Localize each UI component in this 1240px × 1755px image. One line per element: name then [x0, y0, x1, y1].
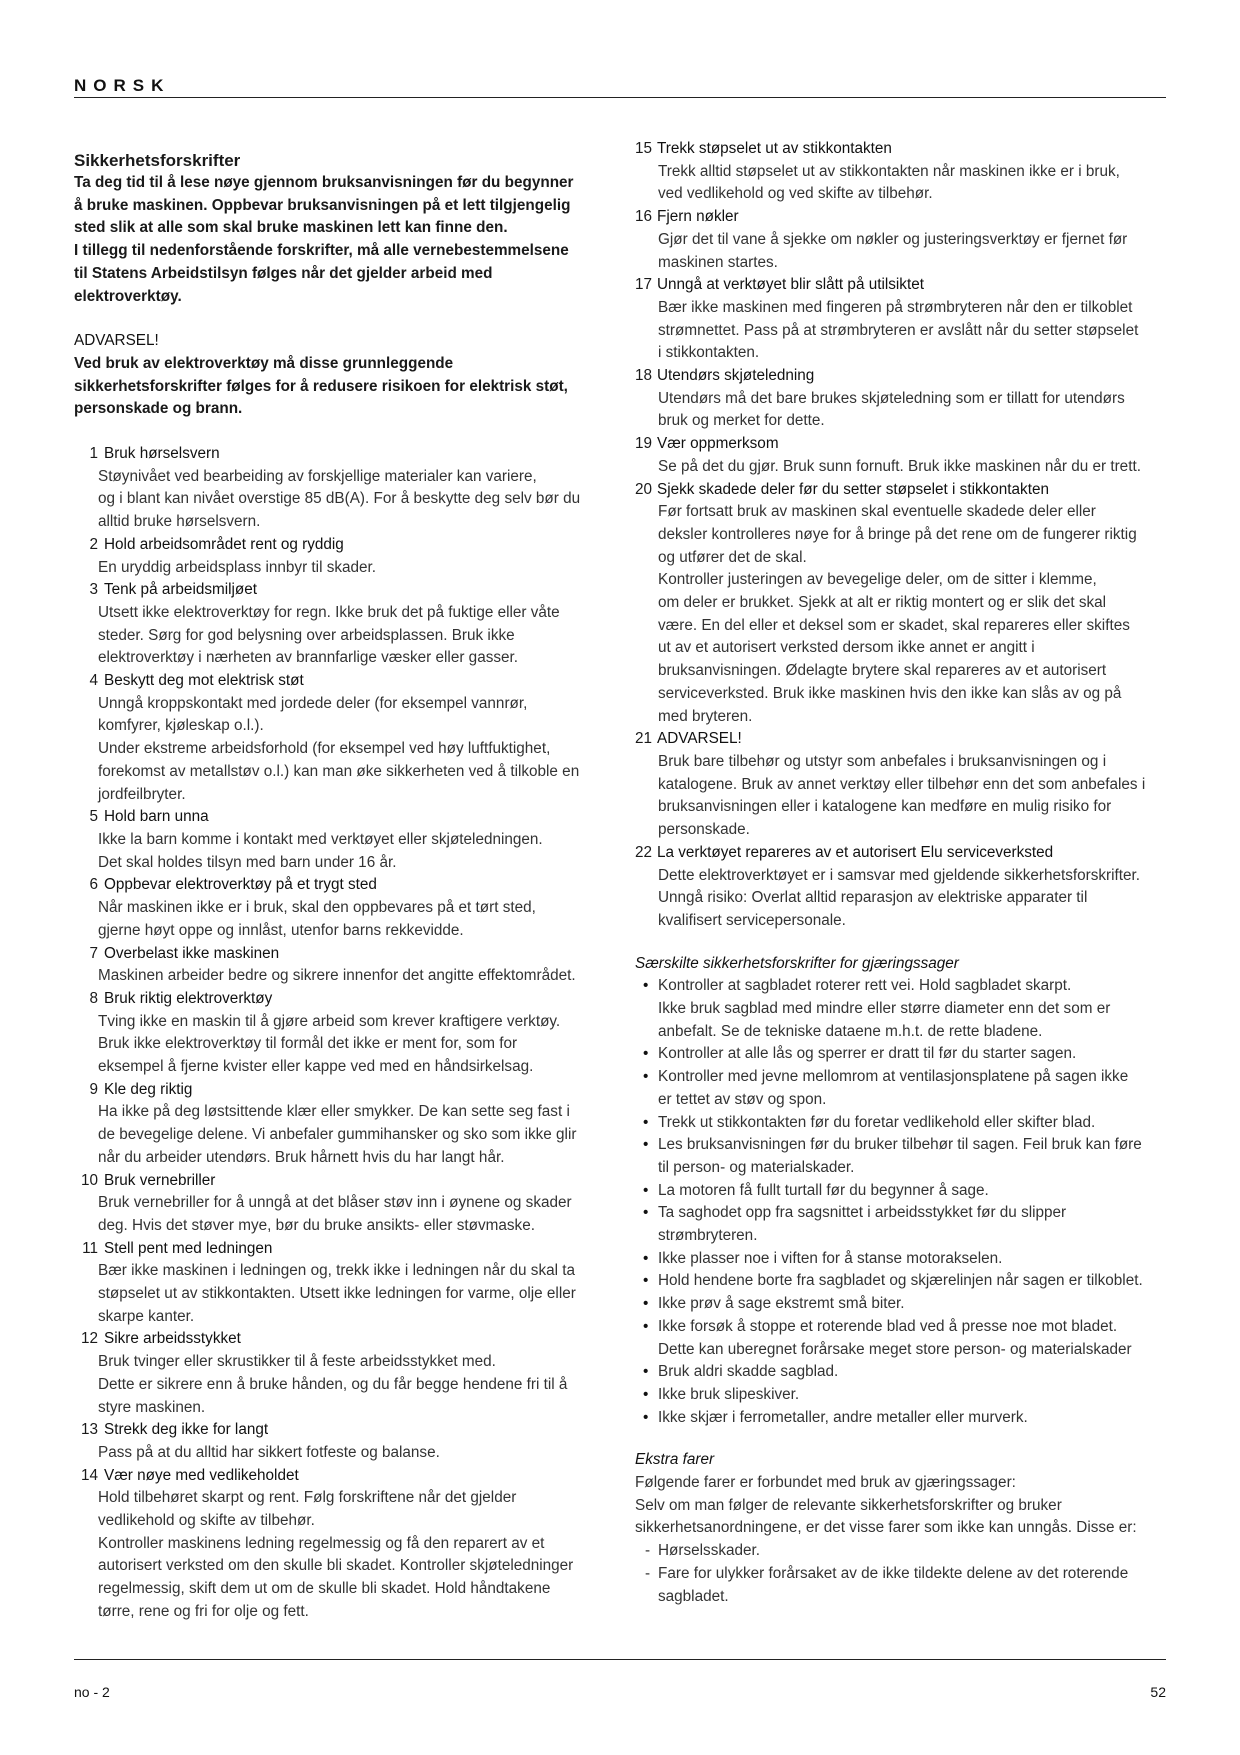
rule-number: 15 [635, 140, 653, 157]
rule-body [74, 1487, 610, 1623]
list-item [635, 1384, 1169, 1407]
text-line: når du arbeider utendørs. Bruk hårnett hvis du har langt hår. [98, 1148, 505, 1166]
rule-title: Bruk hørselsvern [104, 445, 220, 463]
rule-title: La verktøyet repareres av et autorisert Elu serviceverksted [657, 843, 1054, 861]
text-line: skarpe kanter. [98, 1307, 195, 1325]
rule-number: 20 [635, 480, 653, 498]
left-column [74, 150, 610, 1624]
rule-item [74, 443, 610, 534]
rule-body [74, 466, 610, 534]
text-line: • Ikke plasser noe i viften for å stanse motorakselen. [658, 1249, 1003, 1267]
rule-body [74, 1442, 610, 1465]
rule-number: 16 [635, 208, 653, 226]
text-line: elektroverktøy i nærheten av brannfarlige væsker eller gasser. [98, 649, 518, 667]
list-item [635, 1293, 1169, 1316]
text-line: Hold tilbehøret skarpt og rent. Følg forskriftene når det gjelder [98, 1489, 517, 1507]
text-line: • Les bruksanvisningen før du bruker tilbehør til sagen. Feil bruk kan føre [658, 1136, 1142, 1154]
rule-title: Sikre arbeidsstykket [104, 1330, 241, 1348]
text-line: Ikke bruk sagblad med mindre eller større diameter enn det som er [658, 1000, 1111, 1018]
text-line: Pass på at du alltid har sikkert fotfeste og balanse. [98, 1443, 440, 1461]
rule-item [74, 943, 610, 988]
text-line: og utfører det de skal. [658, 548, 807, 566]
text-line: Unngå kroppskontakt med jordede deler (for eksempel vannrør, [98, 694, 528, 712]
rule-title: Bruk riktig elektroverktøy [104, 989, 273, 1007]
rule-title: ADVARSEL! [657, 730, 742, 748]
text-line: - Hørselsskader. [658, 1542, 761, 1560]
text-line: Før fortsatt bruk av maskinen skal eventuelle skadede deler eller [658, 503, 1096, 521]
text-line: Bruk ikke elektroverktøy til formål det ikke er ment for, som for [98, 1035, 518, 1053]
text-line: Støynivået ved bearbeiding av forskjellige materialer kan variere, [98, 467, 537, 485]
list-item [635, 1066, 1169, 1111]
text-line: • Kontroller at alle lås og sperrer er dratt til før du starter sagen. [658, 1045, 1077, 1063]
text-line: serviceverksted. Bruk ikke maskinen hvis den ikke kan slås av og på [658, 684, 1122, 702]
rule-title: Beskytt deg mot elektrisk støt [104, 672, 304, 690]
footer-page-number: 52 [1150, 1684, 1166, 1700]
rule-title: Hold arbeidsområdet rent og ryddig [104, 535, 344, 553]
text-line: Gjør det til vane å sjekke om nøkler og justeringsverktøy er fjernet før [658, 230, 1128, 248]
rule-body [74, 965, 610, 988]
text-line: Kontroller maskinens ledning regelmessig og få den reparert av et [98, 1534, 545, 1552]
rule-title: Stell pent med ledningen [104, 1239, 273, 1257]
rule-item [74, 1419, 610, 1464]
text-line: Ha ikke på deg løstsittende klær eller smykker. De kan sette seg fast i [98, 1103, 570, 1121]
list-item [635, 1270, 1169, 1293]
text-line: Det skal holdes tilsyn med barn under 16 år. [98, 853, 397, 871]
rule-number: 14 [80, 1466, 98, 1484]
special-rules-list [635, 975, 1169, 1429]
rule-number: 8 [89, 989, 98, 1007]
text-line: steder. Sørg for god belysning over arbeidsplassen. Bruk ikke [98, 626, 515, 644]
rule-title: Vær oppmerksom [657, 435, 779, 453]
text-line: Ved bruk av elektroverktøy må disse grunnleggende [74, 354, 454, 372]
text-line: Dette er sikrere enn å bruke hånden, og du får begge hendene fri til å [98, 1375, 568, 1393]
rule-title: Utendørs skjøteledning [657, 367, 815, 385]
text-line: Ta deg tid til å lese nøye gjennom bruksanvisningen før du begynner [74, 174, 574, 191]
rule-title: Vær nøye med vedlikeholdet [104, 1466, 299, 1484]
rule-body [635, 388, 1169, 433]
rule-number: 11 [82, 1239, 98, 1257]
extra-hazards-heading: Ekstra farer [635, 1451, 715, 1469]
warning-text [74, 353, 610, 421]
text-line: eksempel å fjerne kvister eller kappe ved med en håndsirkelsag. [98, 1058, 534, 1076]
text-line: Bær ikke maskinen med fingeren på strømbryteren når den er tilkoblet [658, 298, 1133, 316]
text-line: deksler kontrolleres nøye for å bringe på det rene om de fungerer riktig [658, 525, 1137, 543]
text-line: katalogene. Bruk av annet verktøy eller tilbehør enn det som anbefales i [658, 775, 1146, 793]
rule-number: 3 [89, 581, 98, 599]
text-line: Bruk vernebriller for å unngå at det blåser støv inn i øynene og skader [98, 1194, 572, 1212]
text-line: med bryteren. [658, 707, 753, 725]
rule-item [635, 842, 1169, 933]
footer-page-code: no - 2 [74, 1684, 110, 1700]
rule-item [74, 579, 610, 670]
rule-number: 2 [89, 535, 98, 553]
intro-paragraph [74, 172, 610, 308]
rule-body [74, 1260, 610, 1328]
text-line: Unngå risiko: Overlat alltid reparasjon av elektriske apparater til [658, 889, 1088, 907]
rule-item [74, 1328, 610, 1419]
list-item [635, 1112, 1169, 1135]
text-line: • La motoren få fullt turtall før du begynner å sage. [658, 1181, 989, 1199]
rule-title: Bruk vernebriller [104, 1171, 216, 1189]
rule-number: 9 [89, 1080, 98, 1098]
bottom-divider [74, 1659, 1166, 1660]
rule-number: 17 [635, 276, 653, 294]
list-item [635, 1134, 1169, 1179]
rule-body [74, 693, 610, 807]
text-line: • Hold hendene borte fra sagbladet og skjærelinjen når sagen er tilkoblet. [658, 1272, 1143, 1290]
text-line: ut av et autorisert verksted dersom ikke annet er angitt i [658, 639, 1035, 657]
rule-item [74, 1170, 610, 1238]
rule-item [635, 728, 1169, 842]
text-line: Under ekstreme arbeidsforhold (for eksempel ved høy luftfuktighet, [98, 740, 551, 758]
language-header: NORSK [74, 76, 171, 95]
text-line: Trekk alltid støpselet ut av stikkontakten når maskinen ikke er i bruk, [658, 162, 1120, 180]
text-line: • Ikke skjær i ferrometaller, andre metaller eller murverk. [658, 1408, 1028, 1426]
text-line: til Statens Arbeidstilsyn følges når det gjelder arbeid med [74, 264, 493, 282]
page-title: Sikkerhetsforskrifter [74, 151, 241, 170]
list-item [635, 1248, 1169, 1271]
rule-title: Oppbevar elektroverktøy på et trygt sted [104, 876, 377, 894]
rule-item [74, 874, 610, 942]
text-line: Utsett ikke elektroverktøy for regn. Ikke bruk det på fuktige eller våte [98, 603, 560, 621]
text-line: • Bruk aldri skadde sagblad. [658, 1363, 839, 1381]
text-line: Når maskinen ikke er i bruk, skal den oppbevares på et tørt sted, [98, 899, 536, 917]
text-line: Maskinen arbeider bedre og sikrere innenfor det angitte effektområdet. [98, 967, 576, 985]
rule-number: 4 [89, 672, 98, 690]
text-line: Kontroller justeringen av bevegelige deler, om de sitter i klemme, [658, 571, 1097, 589]
rule-item [635, 138, 1169, 206]
rule-item [74, 670, 610, 806]
rule-body [635, 456, 1169, 479]
rule-item [635, 433, 1169, 478]
text-line: Bruk tvinger eller skrustikker til å feste arbeidsstykket med. [98, 1353, 496, 1371]
text-line: personskade og brann. [74, 400, 243, 418]
text-line: maskinen startes. [658, 253, 778, 271]
warning-heading: ADVARSEL! [74, 332, 159, 350]
rule-item [74, 806, 610, 874]
rule-number: 5 [89, 808, 98, 826]
rule-number: 21 [635, 730, 653, 748]
rule-body [635, 161, 1169, 206]
rule-item [74, 534, 610, 579]
text-line: sikkerhetsanordningene, er det visse farer som ikke kan unngås. Disse er: [635, 1519, 1137, 1537]
text-line: En uryddig arbeidsplass innbyr til skader. [98, 558, 377, 576]
text-line: om deler er brukket. Sjekk at alt er riktig montert og er slik det skal [658, 594, 1107, 612]
rule-body [74, 829, 610, 874]
text-line: forekomst av metallstøv o.l.) kan man øke sikkerheten ved å tilkoble en [98, 762, 580, 780]
list-item [635, 1407, 1169, 1430]
text-line: bruksanvisningen eller i katalogene kan medføre en mulig risiko for [658, 798, 1112, 816]
rule-item [635, 479, 1169, 729]
rule-item [74, 1238, 610, 1329]
list-item [635, 1361, 1169, 1384]
rule-body [74, 1351, 610, 1419]
rule-item [635, 274, 1169, 365]
text-line: Følgende farer er forbundet med bruk av gjæringssager: [635, 1474, 1016, 1492]
rule-title: Hold barn unna [104, 808, 209, 826]
rule-title: Strekk deg ikke for langt [104, 1421, 269, 1439]
list-item [635, 1563, 1169, 1608]
text-line: • Ikke bruk slipeskiver. [658, 1385, 800, 1403]
text-line: - Fare for ulykker forårsaket av de ikke tildekte delene av det roterende [658, 1564, 1129, 1582]
rule-number: 13 [80, 1421, 98, 1439]
list-item [635, 1316, 1169, 1361]
text-line: er tettet av støv og spon. [658, 1090, 827, 1108]
text-line: • Ikke forsøk å stoppe et roterende blad ved å presse noe mot bladet. [658, 1317, 1118, 1335]
text-line: • Kontroller med jevne mellomrom at ventilasjonsplatene på sagen ikke [658, 1068, 1129, 1086]
right-column [635, 140, 1169, 1608]
rule-body [635, 501, 1169, 728]
rule-title: Unngå at verktøyet blir slått på utilsiktet [657, 276, 924, 294]
rule-number: 10 [80, 1171, 98, 1189]
list-item [635, 1202, 1169, 1247]
text-line: bruk og merket for dette. [658, 412, 825, 430]
rule-title: Trekk støpselet ut av stikkontakten [657, 140, 892, 157]
rule-body [74, 602, 610, 670]
list-item [635, 1540, 1169, 1563]
rule-body [635, 229, 1169, 274]
text-line: Ikke la barn komme i kontakt med verktøyet eller skjøteledningen. [98, 830, 543, 848]
text-line: elektroverktøy. [74, 287, 182, 305]
rules-list-left [74, 443, 610, 1624]
rule-number: 1 [89, 445, 98, 463]
rule-number: 7 [89, 944, 98, 962]
rule-item [74, 1079, 610, 1170]
text-line: styre maskinen. [98, 1398, 206, 1416]
rule-title: Tenk på arbeidsmiljøet [104, 581, 258, 599]
text-line: være. En del eller et deksel som er skadet, skal repareres eller skiftes [658, 616, 1130, 634]
rule-body [74, 1101, 610, 1169]
text-line: strømnettet. Pass på at strømbryteren er avslått når du setter støpselet [658, 321, 1139, 339]
text-line: ved vedlikehold og ved skifte av tilbehør. [658, 185, 933, 203]
list-item [635, 1180, 1169, 1203]
text-line: de bevegelige delene. Vi anbefaler gummihansker og sko som ikke glir [98, 1126, 577, 1144]
text-line: i stikkontakten. [658, 344, 760, 362]
rule-number: 22 [635, 843, 653, 861]
text-line: Dette elektroverktøyet er i samsvar med gjeldende sikkerhetsforskrifter. [658, 866, 1141, 884]
text-line: deg. Hvis det støver mye, bør du bruke ansikts- eller støvmaske. [98, 1216, 535, 1234]
rule-number: 6 [89, 876, 98, 894]
text-line: tørre, rene og fri for olje og fett. [98, 1602, 309, 1620]
rule-title: Kle deg riktig [104, 1080, 193, 1098]
rule-item [74, 988, 610, 1079]
rule-title: Fjern nøkler [657, 208, 739, 226]
text-line: personskade. [658, 821, 750, 839]
text-line: anbefalt. Se de tekniske dataene m.h.t. de rette bladene. [658, 1022, 1043, 1040]
rule-body [74, 897, 610, 942]
rule-body [635, 297, 1169, 365]
text-line: alltid bruke hørselsvern. [98, 513, 261, 531]
rule-number: 18 [635, 367, 653, 385]
list-item [635, 975, 1169, 1043]
text-line: komfyrer, kjøleskap o.l.). [98, 717, 264, 735]
text-line: Selv om man følger de relevante sikkerhetsforskrifter og bruker [635, 1496, 1062, 1514]
text-line: sted slik at alle som skal bruke maskinen lett kan finne den. [74, 219, 508, 237]
rules-list-right [635, 138, 1169, 933]
rule-title: Overbelast ikke maskinen [104, 944, 280, 962]
special-rules-heading: Særskilte sikkerhetsforskrifter for gjæringssager [635, 954, 959, 972]
text-line: I tillegg til nedenforstående forskrifter, må alle vernebestemmelsene [74, 242, 569, 260]
text-line: å bruke maskinen. Oppbevar bruksanvisningen på et lett tilgjengelig [74, 196, 571, 214]
text-line: • Trekk ut stikkontakten før du foretar vedlikehold eller skifter blad. [658, 1113, 1096, 1131]
rule-item [635, 206, 1169, 274]
top-divider [74, 97, 1166, 98]
rule-item [74, 1465, 610, 1624]
rule-body [74, 1011, 610, 1079]
text-line: regelmessig, skift dem ut om de skulle bli skadet. Hold håndtakene [98, 1580, 551, 1598]
text-line: • Kontroller at sagbladet roterer rett vei. Hold sagbladet skarpt. [658, 977, 1072, 995]
text-line: Utendørs må det bare brukes skjøteledning som er tillatt for utendørs [658, 389, 1125, 407]
extra-hazards-list [635, 1540, 1169, 1608]
text-line: vedlikehold og skifte av tilbehør. [98, 1512, 315, 1530]
text-line: strømbryteren. [658, 1227, 758, 1245]
text-line: til person- og materialskader. [658, 1158, 855, 1176]
list-item [635, 1043, 1169, 1066]
text-line: kvalifisert servicepersonale. [658, 911, 846, 929]
text-line: Se på det du gjør. Bruk sunn fornuft. Bruk ikke maskinen når du er trett. [658, 457, 1141, 475]
rule-number: 12 [80, 1330, 98, 1348]
extra-hazards-text [635, 1472, 1169, 1540]
text-line: og i blant kan nivået overstige 85 dB(A). For å beskytte deg selv bør du [98, 490, 581, 508]
text-line: Bruk bare tilbehør og utstyr som anbefales i bruksanvisningen og i [658, 752, 1107, 770]
text-line: autorisert verksted om den skulle bli skadet. Kontroller skjøteledninger [98, 1557, 574, 1575]
text-line: Dette kan uberegnet forårsake meget store person- og materialskader [658, 1340, 1132, 1358]
rule-body [635, 751, 1169, 842]
rule-body [635, 865, 1169, 933]
text-line: bruksanvisningen. Ødelagte brytere skal repareres av et autorisert [658, 662, 1107, 680]
text-line: sikkerhetsforskrifter følges for å redusere risikoen for elektrisk støt, [74, 377, 568, 395]
text-line: • Ikke prøv å sage ekstremt små biter. [658, 1295, 905, 1313]
text-line: gjerne høyt oppe og innlåst, utenfor barns rekkevidde. [98, 921, 464, 939]
rule-body [74, 557, 610, 580]
text-line: støpselet ut av stikkontakten. Utsett ikke ledningen for varme, olje eller [98, 1285, 576, 1303]
rule-item [635, 365, 1169, 433]
text-line: Tving ikke en maskin til å gjøre arbeid som krever kraftigere verktøy. [98, 1012, 561, 1030]
text-line: Bær ikke maskinen i ledningen og, trekk ikke i ledningen når du skal ta [98, 1262, 576, 1280]
rule-body [74, 1192, 610, 1237]
text-line: jordfeilbryter. [98, 785, 186, 803]
text-line: sagbladet. [658, 1587, 729, 1605]
text-line: • Ta saghodet opp fra sagsnittet i arbeidsstykket før du slipper [658, 1204, 1067, 1222]
rule-title: Sjekk skadede deler før du setter støpselet i stikkontakten [657, 480, 1049, 498]
rule-number: 19 [635, 435, 653, 453]
